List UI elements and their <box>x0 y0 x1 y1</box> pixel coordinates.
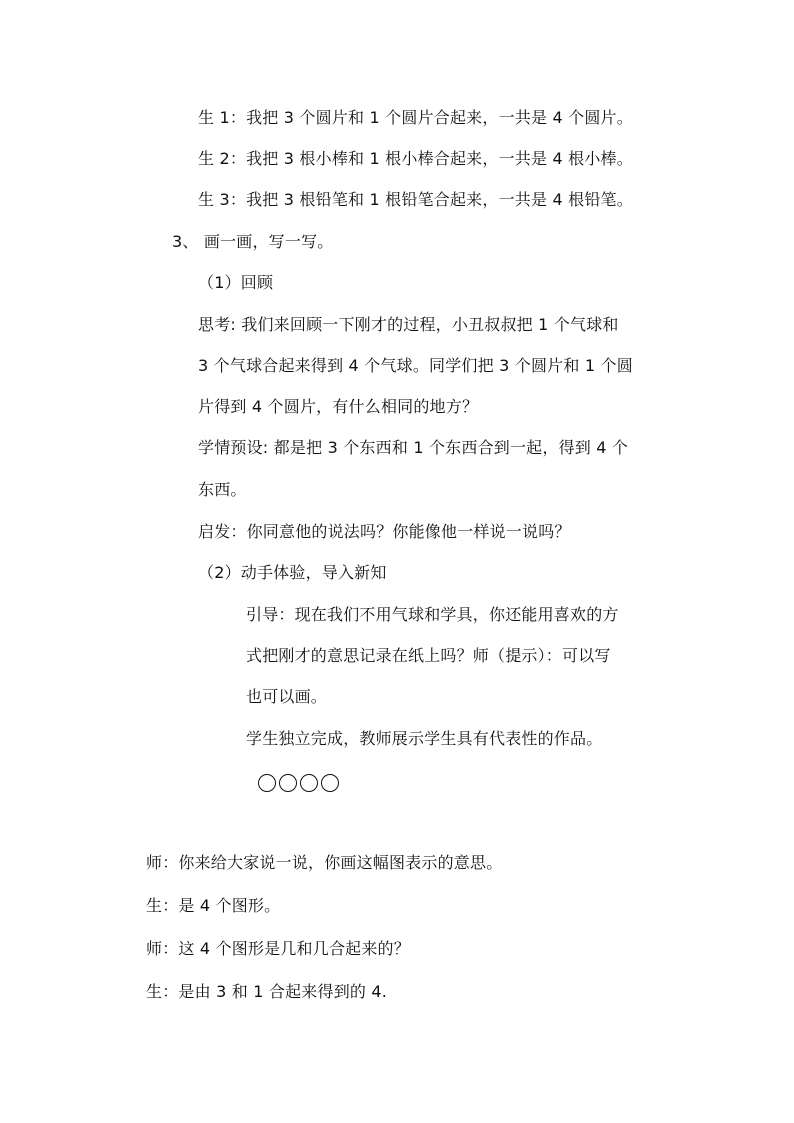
guide-paragraph-line-1: 引导：现在我们不用气球和学具，你还能用喜欢的方 <box>246 605 619 624</box>
circle-shape <box>258 774 276 792</box>
preset-paragraph-line-1: 学情预设: 都是把 3 个东西和 1 个东西合到一起，得到 4 个 <box>198 438 629 457</box>
student-line-1: 生：是 4 个图形。 <box>146 896 281 915</box>
guide-paragraph-line-2: 式把刚才的意思记录在纸上吗？师（提示）：可以写 <box>246 646 611 665</box>
think-paragraph-line-2: 3 个气球合起来得到 4 个气球。同学们把 3 个圆片和 1 个圆 <box>198 356 633 375</box>
teacher-line-2: 师：这 4 个图形是几和几合起来的？ <box>146 939 410 958</box>
independent-work-paragraph: 学生独立完成，教师展示学生具有代表性的作品。 <box>246 729 603 748</box>
student-2-answer: 生 2：我把 3 根小棒和 1 根小棒合起来，一共是 4 根小棒。 <box>198 149 633 168</box>
student-line-2: 生：是由 3 和 1 合起来得到的 4. <box>146 982 388 1001</box>
student-3-answer: 生 3：我把 3 根铅笔和 1 根铅笔合起来，一共是 4 根铅笔。 <box>198 190 633 209</box>
think-paragraph-line-1: 思考: 我们来回顾一下刚才的过程，小丑叔叔把 1 个气球和 <box>198 315 619 334</box>
circle-shape <box>321 774 339 792</box>
preset-paragraph-line-2: 东西。 <box>198 480 247 499</box>
teacher-line-1: 师：你来给大家说一说，你画这幅图表示的意思。 <box>146 853 503 872</box>
inspire-paragraph: 启发：你同意他的说法吗？你能像他一样说一说吗？ <box>198 522 571 541</box>
think-paragraph-line-3: 片得到 4 个圆片，有什么相同的地方？ <box>198 397 479 416</box>
subsection-1-heading: （1）回顾 <box>198 273 274 292</box>
four-circles-drawing <box>258 774 339 792</box>
section-3-heading: 3、 画一画，写一写。 <box>172 232 334 251</box>
student-1-answer: 生 1：我把 3 个圆片和 1 个圆片合起来，一共是 4 个圆片。 <box>198 108 633 127</box>
circle-shape <box>300 774 318 792</box>
circle-shape <box>279 774 297 792</box>
subsection-2-heading: （2）动手体验，导入新知 <box>198 563 387 582</box>
guide-paragraph-line-3: 也可以画。 <box>246 687 328 706</box>
